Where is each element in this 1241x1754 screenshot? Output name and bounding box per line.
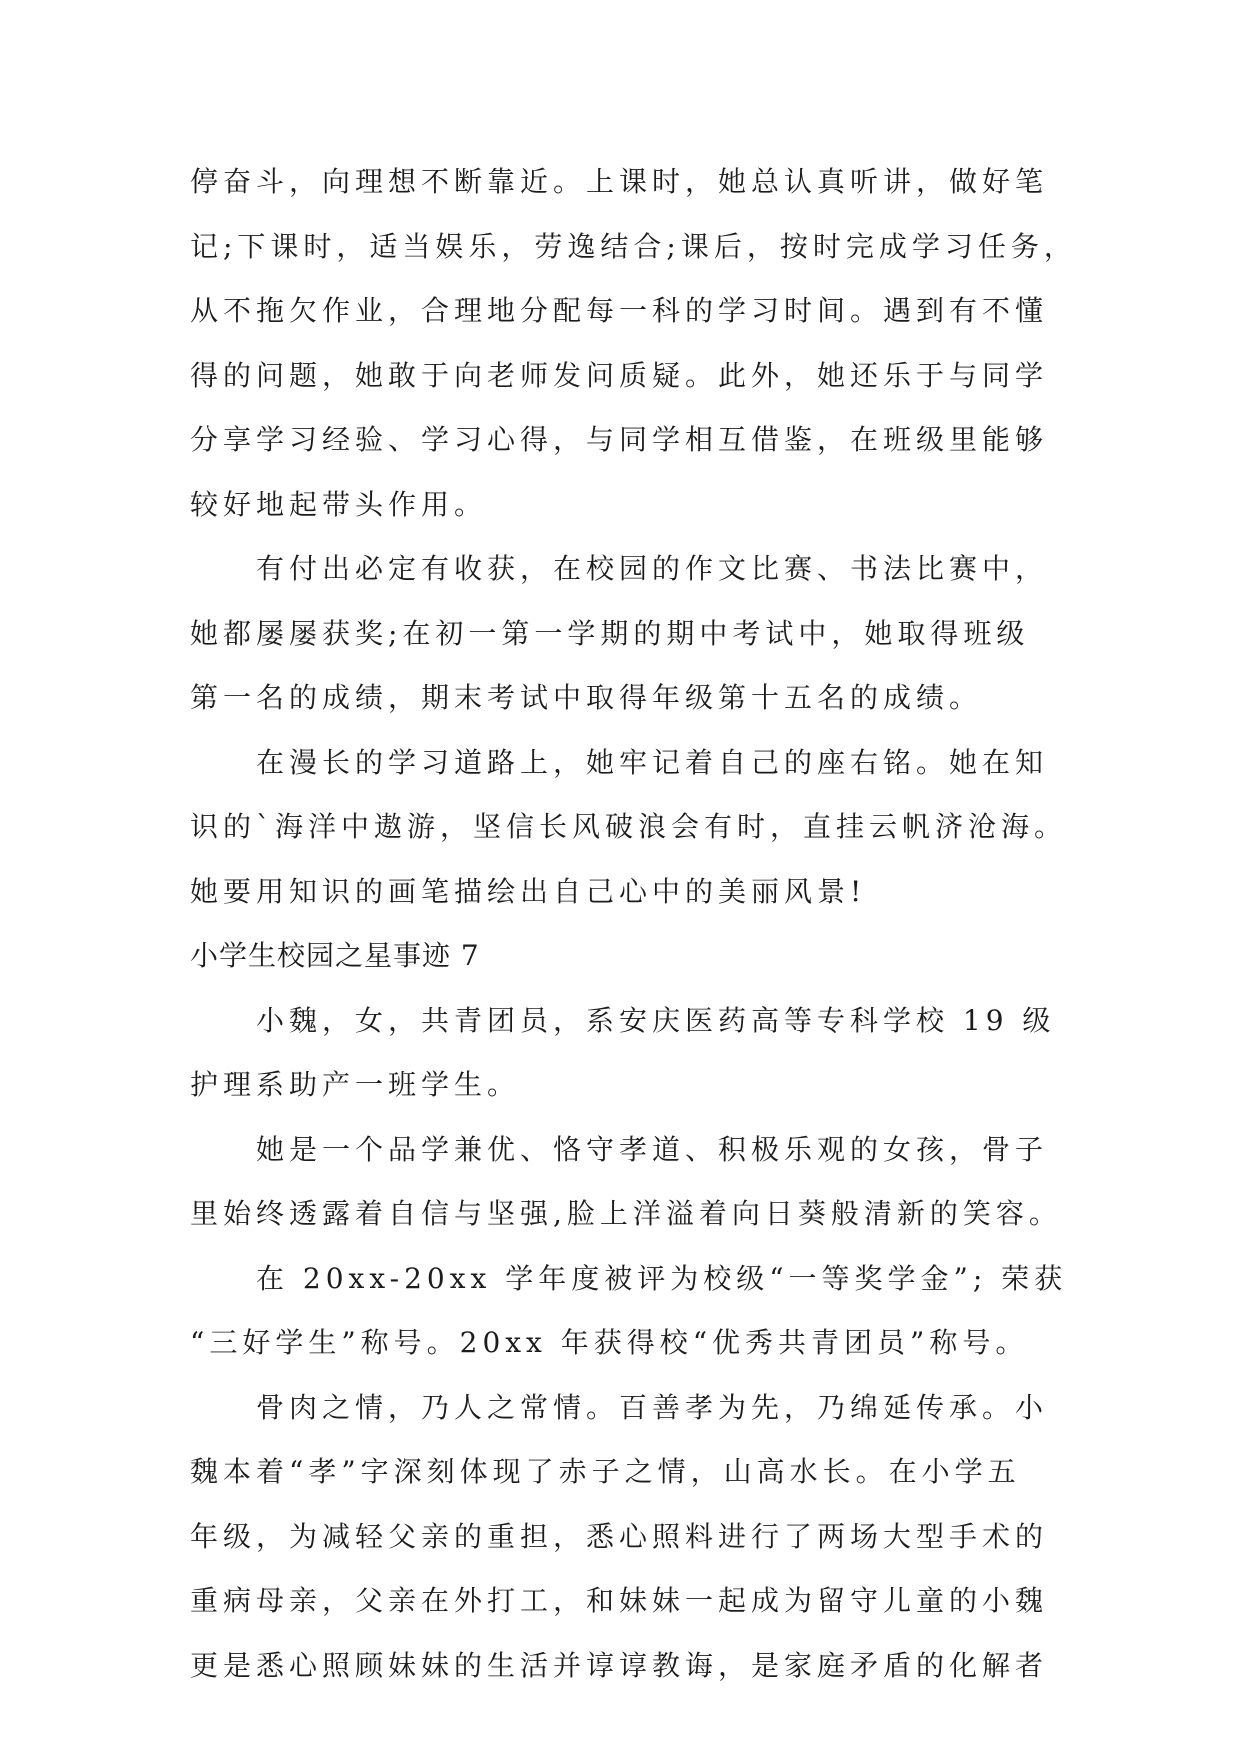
text-line: 停奋斗，向理想不断靠近。上课时，她总认真听讲，做好笔 — [190, 165, 1049, 198]
text-line: 更是悉心照顾妹妹的生活并谆谆教诲，是家庭矛盾的化解者 — [190, 1648, 1049, 1682]
text-line: 年级，为减轻父亲的重担，悉心照料进行了两场大型手术的 — [190, 1519, 1049, 1553]
paragraph-first-line: 小魏，女，共青团员，系安庆医药高等专科学校 19 级 — [256, 1003, 1056, 1037]
text-line: 她都屡屡获奖;在初一第一学期的期中考试中，她取得班级 — [190, 616, 1030, 650]
text-line: 从不拖欠作业，合理地分配每一科的学习时间。遇到有不懂 — [190, 294, 1049, 327]
text-line: 分享学习经验、学习心得，与同学相互借鉴，在班级里能够 — [190, 423, 1049, 456]
text-line: 得的问题，她敢于向老师发问质疑。此外，她还乐于与同学 — [190, 358, 1049, 392]
text-line: 她要用知识的画笔描绘出自己心中的美丽风景! — [190, 874, 867, 908]
text-line: 里始终透露着自信与坚强,脸上洋溢着向日葵般清新的笑容。 — [190, 1197, 1062, 1230]
text-line: 重病母亲，父亲在外打工，和妹妹一起成为留守儿童的小魏 — [190, 1584, 1049, 1617]
text-line: “三好学生”称号。20xx 年获得校“优秀共青团员”称号。 — [190, 1326, 1029, 1359]
text-line: 较好地起带头作用。 — [190, 487, 488, 521]
text-line: 第一名的成绩，期末考试中取得年级第十五名的成绩。 — [190, 681, 983, 714]
text-line: 护理系助产一班学生。 — [190, 1068, 521, 1101]
paragraph-first-line: 在漫长的学习道路上，她牢记着自己的座右铭。她在知 — [256, 745, 1049, 779]
paragraph-first-line: 有付出必定有收获，在校园的作文比赛、书法比赛中， — [256, 552, 1049, 585]
paragraph-first-line: 骨肉之情，乃人之常情。百善孝为先，乃绵延传承。小 — [256, 1390, 1049, 1424]
section-heading: 小学生校园之星事迹 7 — [190, 939, 480, 972]
text-line: 魏本着“孝”字深刻体现了赤子之情，山高水长。在小学五 — [190, 1455, 1021, 1488]
text-line: 识的`海洋中遨游，坚信长风破浪会有时，直挂云帆济沧海。 — [190, 810, 1068, 843]
text-line: 记;下课时，适当娱乐，劳逸结合;课后，按时完成学习任务， — [190, 229, 1077, 263]
paragraph-first-line: 她是一个品学兼优、恪守孝道、积极乐观的女孩，骨子 — [256, 1132, 1049, 1166]
document-body — [190, 150, 1077, 1698]
paragraph-first-line: 在 20xx-20xx 学年度被评为校级“一等奖学金”; 荣获 — [256, 1261, 1068, 1295]
